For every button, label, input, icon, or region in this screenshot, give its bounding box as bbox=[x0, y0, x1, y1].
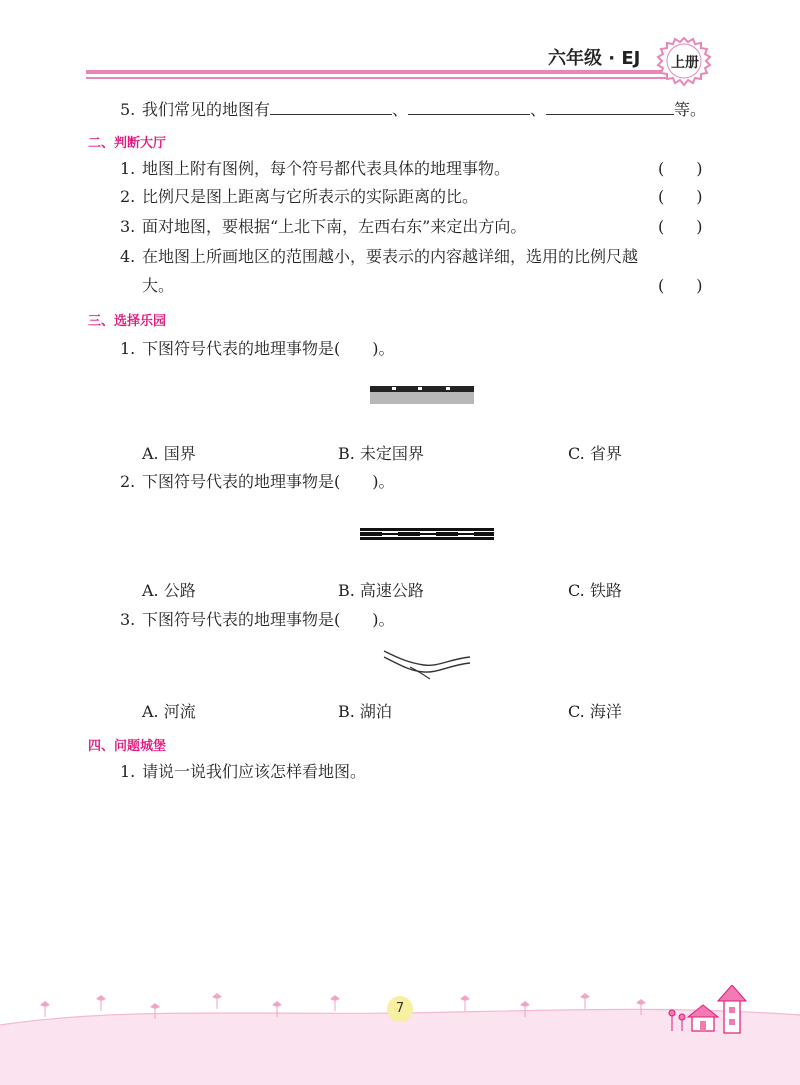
fill-question-5: 5. 我们常见的地图有 、 、 等。 bbox=[120, 96, 706, 122]
choice-item-1: 1. 下图符号代表的地理事物是( )。 bbox=[120, 339, 395, 358]
page-number: 7 bbox=[387, 996, 413, 1022]
grade-label: 六年级 · EJ bbox=[548, 48, 641, 69]
choice-item-3: 3. 下图符号代表的地理事物是( )。 bbox=[120, 610, 395, 629]
answer-paren-3[interactable]: ( ) bbox=[658, 217, 703, 236]
border-symbol-icon bbox=[368, 380, 478, 410]
judge-item-2: 2. 比例尺是图上距离与它所表示的实际距离的比。 bbox=[120, 187, 479, 206]
choice-3-option-b[interactable]: B. 湖泊 bbox=[338, 702, 392, 721]
answer-paren-2[interactable]: ( ) bbox=[658, 187, 703, 206]
answer-blank-3[interactable] bbox=[546, 96, 674, 115]
question-item-1: 1. 请说一说我们应该怎样看地图。 bbox=[120, 762, 367, 781]
choice-2-option-c[interactable]: C. 铁路 bbox=[568, 581, 622, 600]
header-rule bbox=[86, 70, 676, 74]
choice-3-option-a[interactable]: A. 河流 bbox=[142, 702, 196, 721]
judge-item-1: 1. 地图上附有图例，每个符号都代表具体的地理事物。 bbox=[120, 159, 511, 178]
choice-2-option-b[interactable]: B. 高速公路 bbox=[338, 581, 424, 600]
highway-symbol-icon bbox=[358, 524, 498, 544]
section-title-choice: 三、选择乐园 bbox=[88, 314, 167, 329]
answer-paren-4[interactable]: ( ) bbox=[658, 276, 703, 295]
choice-3-option-c[interactable]: C. 海洋 bbox=[568, 702, 622, 721]
answer-paren-1[interactable]: ( ) bbox=[658, 159, 703, 178]
header-rule-thin bbox=[86, 77, 676, 79]
section-title-question: 四、问题城堡 bbox=[88, 739, 167, 754]
answer-blank-1[interactable] bbox=[270, 96, 392, 115]
choice-item-2: 2. 下图符号代表的地理事物是( )。 bbox=[120, 472, 395, 491]
judge-item-4-cont: 大。 bbox=[142, 276, 175, 295]
volume-badge: 上册 bbox=[671, 55, 699, 71]
answer-blank-2[interactable] bbox=[408, 96, 530, 115]
choice-2-option-a[interactable]: A. 公路 bbox=[142, 581, 196, 600]
judge-item-3: 3. 面对地图，要根据“上北下南，左西右东”来定出方向。 bbox=[120, 217, 527, 236]
judge-item-4: 4. 在地图上所画地区的范围越小，要表示的内容越详细，选用的比例尺越 bbox=[120, 247, 639, 266]
choice-1-option-c[interactable]: C. 省界 bbox=[568, 444, 622, 463]
choice-1-option-b[interactable]: B. 未定国界 bbox=[338, 444, 424, 463]
section-title-judge: 二、判断大厅 bbox=[88, 136, 167, 151]
river-symbol-icon bbox=[380, 645, 476, 681]
choice-1-option-a[interactable]: A. 国界 bbox=[142, 444, 196, 463]
